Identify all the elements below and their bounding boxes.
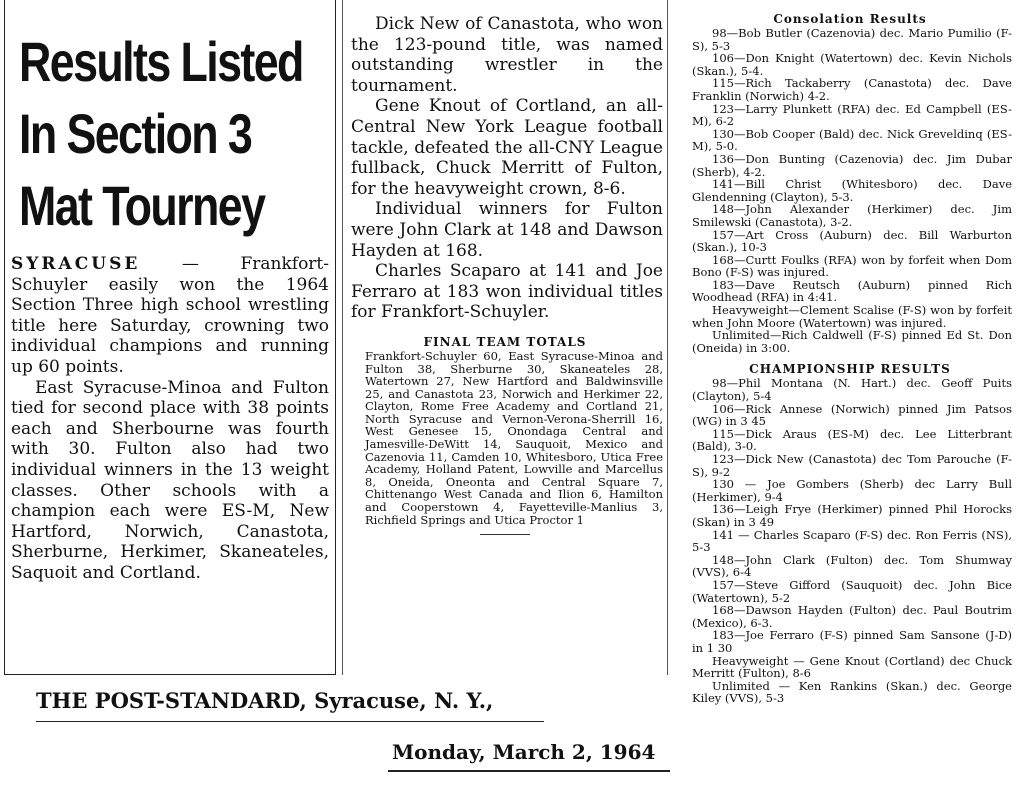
story-dateline: SYRACUSE xyxy=(11,254,141,274)
result-bout: 130 — Joe Gombers (Sherb) dec Larry Bull (Herkimer), 9-4 xyxy=(692,477,1012,504)
story-paragraph-1-text: — Frankfort-Schuyler easily won the 1964 Section Three high school wrestling title here Saturday, crowning two individual champions and running up 60 points. xyxy=(11,254,329,377)
consolation-list xyxy=(682,27,1018,354)
result-bout: Unlimited—Rich Caldwell (F-S) pinned Ed St. Don (Oneida) in 3:00. xyxy=(692,328,1012,355)
story-paragraph-4: Gene Knout of Cortland, an all-Central New York League football tackle, defeated the all-CNY League fullback, Chuck Merritt of Fulton, for the heavyweight crown, 8-6. xyxy=(351,96,663,199)
story-continued xyxy=(343,14,667,323)
story-paragraph-6: Charles Scaparo at 141 and Joe Ferraro at 183 won individual titles for Frankfort-Schuyler. xyxy=(351,261,663,323)
result-bout: 106—Rick Annese (Norwich) pinned Jim Patsos (WG) in 3 45 xyxy=(692,401,1012,429)
result-bout: 136—Don Bunting (Cazenovia) dec. Jim Dubar (Sherb), 4-2. xyxy=(692,151,1012,179)
lead-story-column xyxy=(4,0,336,675)
result-bout: 148—John Alexander (Herkimer) dec. Jim Smilewski (Canastota), 3-2. xyxy=(692,202,1012,229)
story-body xyxy=(5,254,335,584)
headline-line-1: Results Listed xyxy=(19,30,303,93)
result-bout: 98—Phil Montana (N. Hart.) dec. Geoff Puits (Clayton), 5-4 xyxy=(692,376,1012,404)
result-bout: 157—Art Cross (Auburn) dec. Bill Warburton (Skan.), 10-3 xyxy=(692,227,1012,255)
result-bout: Heavyweight — Gene Knout (Cortland) dec Chuck Merritt (Fulton), 8-6 xyxy=(692,653,1012,681)
result-bout: 123—Larry Plunkett (RFA) dec. Ed Campbell (ES-M), 6-2 xyxy=(692,101,1012,129)
publication-date: Monday, March 2, 1964 xyxy=(388,740,670,772)
story-continuation-column xyxy=(342,0,668,675)
headline-line-2: In Section 3 xyxy=(19,102,252,165)
result-bout: 168—Dawson Hayden (Fulton) dec. Paul Boutrim (Mexico), 6-3. xyxy=(692,603,1012,630)
result-bout: Heavyweight—Clement Scalise (F-S) won by forfeit when John Moore (Watertown) was injured. xyxy=(692,303,1012,330)
consolation-title: Consolation Results xyxy=(773,12,927,26)
story-paragraph-2: East Syracuse-Minoa and Fulton tied for second place with 38 points each and Sherbourne was fourth with 30. Fulton also had two individual winners in the 13 weight classes. Other schools with a champion each were ES-M, New Hartford, Norwich, Canastota, Sherburne, Herkimer, Skaneateles, Saquoit and Cortland. xyxy=(11,377,329,583)
result-bout: 141 — Charles Scaparo (F-S) dec. Ron Ferris (NS), 5-3 xyxy=(692,527,1012,555)
result-bout: 130—Bob Cooper (Bald) dec. Nick Greveldinq (ES-M), 5-0. xyxy=(692,126,1012,154)
story-paragraph-3: Dick New of Canastota, who won the 123-pound title, was named outstanding wrestler in the tournament. xyxy=(351,14,663,96)
result-bout: 141—Bill Christ (Whitesboro) dec. Dave Glendenning (Clayton), 5-3. xyxy=(692,177,1012,204)
result-bout: 115—Rich Tackaberry (Canastota) dec. Dave Franklin (Norwich) 4-2. xyxy=(692,76,1012,103)
result-bout: 136—Leigh Frye (Herkimer) pinned Phil Horocks (Skan) in 3 49 xyxy=(692,502,1012,529)
result-bout: 148—John Clark (Fulton) dec. Tom Shumway (VVS), 6-4 xyxy=(692,552,1012,580)
championship-title: CHAMPIONSHIP RESULTS xyxy=(749,362,951,377)
headline xyxy=(19,26,331,242)
divider xyxy=(480,534,530,535)
story-paragraph-5: Individual winners for Fulton were John Clark at 148 and Dawson Hayden at 168. xyxy=(351,199,663,261)
result-bout: 183—Dave Reutsch (Auburn) pinned Rich Woodhead (RFA) in 4:41. xyxy=(692,277,1012,305)
result-bout: 98—Bob Butler (Cazenovia) dec. Mario Pumilio (F-S), 5-3 xyxy=(692,26,1012,53)
story-paragraph-1 xyxy=(11,254,329,378)
result-bout: 106—Don Knight (Watertown) dec. Kevin Nichols (Skan.), 5-4. xyxy=(692,51,1012,78)
result-bout: 123—Dick New (Canastota) dec Tom Parouche (F-S), 9-2 xyxy=(692,452,1012,479)
result-bout: 157—Steve Gifford (Sauquoit) dec. John Bice (Watertown), 5-2 xyxy=(692,577,1012,605)
team-totals-text: Frankfort-Schuyler 60, East Syracuse-Minoa and Fulton 38, Sherburne 30, Skaneateles 28, Watertown 27, New Hartford and Baldwinsville 25, and Canastota 23, Norwich and Herkimer 22, Clayton, Rome Free Academy and Cortland 21, North Syracuse and Vernon-Verona-Sherrill 16, West Genesee 15, Onondaga Central and Jamesville-DeWitt 14, Sauquoit, Mexico and Cazenovia 11, Camden 10, Whitesboro, Utica Free Academy, Holland Patent, Lowville and Marcellus 8, Oneida, Oneonta and Central Square 7, Chittenango West Canada and Ilion 6, Hamilton and Cooperstown 4, Fayetteville-Manlius 3, Richfield Springs and Utica Proctor 1 xyxy=(365,348,663,527)
newspaper-masthead: THE POST-STANDARD, Syracuse, N. Y., xyxy=(36,688,544,722)
championship-list xyxy=(682,377,1018,704)
result-bout: 183—Joe Ferraro (F-S) pinned Sam Sansone (J-D) in 1 30 xyxy=(692,628,1012,655)
result-bout: 115—Dick Araus (ES-M) dec. Lee Litterbrant (Bald), 3-0. xyxy=(692,426,1012,454)
result-bout: Unlimited — Ken Rankins (Skan.) dec. George Kiley (VVS), 5-3 xyxy=(692,678,1012,706)
result-bout: 168—Curtt Foulks (RFA) won by forfeit when Dom Bono (F-S) was injured. xyxy=(692,252,1012,280)
team-totals-title: FINAL TEAM TOTALS xyxy=(423,334,587,349)
results-column xyxy=(682,0,1018,786)
headline-line-3: Mat Tourney xyxy=(19,174,265,237)
